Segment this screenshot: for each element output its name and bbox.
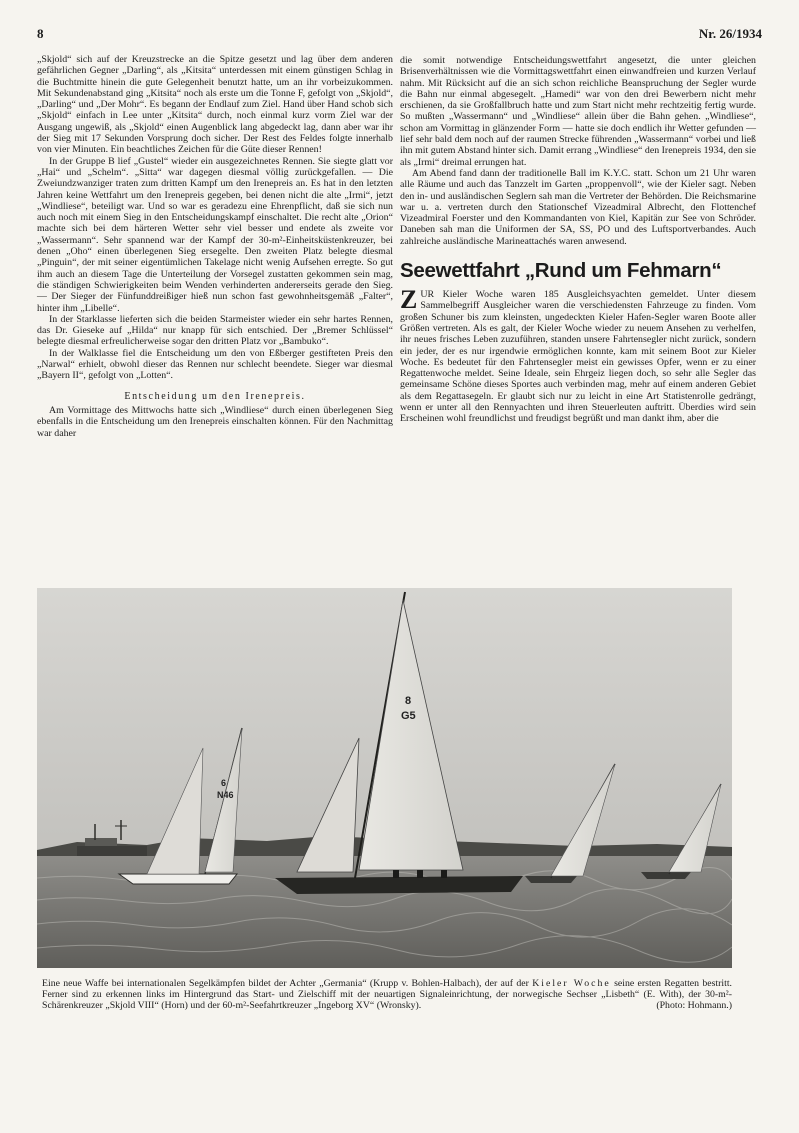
sail-number: 8: [405, 695, 412, 707]
paragraph: Am Abend fand dann der traditionelle Ball im K.Y.C. statt. Schon um 21 Uhr waren alle Räume und auch das Tanzzelt im Garten „proppenvoll“, wie der Kieler sagt. Neben den in- und ausländischen Seglern sah man die Vertreter der Behörden. Die Reichsmarine war u. a. vertreten durch den Stationschef Vizeadmiral Albrecht, den Flottenchef Vizeadmiral Foerster und den Kommandanten von Kiel, Kapitän zur See von Schröder. Daneben sah man die Uniformen der SA, SS, PO und des Luftsportverbandes. Auch zahlreiche ausländische Marineattachés waren anwesend.: [400, 167, 756, 247]
sail-number: G5: [401, 710, 416, 722]
paragraph: die somit notwendige Entscheidungswettfahrt angesetzt, die unter gleichen Brisenverhältnissen wie die Vormittagswettfahrt einen einwandfreien und kurzen Verlauf nahm. Mit Rücksicht auf die an sich schon reichliche Beanspruchung der Segler wurde die Bahn nur einmal abgesegelt. „Hamedi“ war von den drei Bewerbern nicht mehr erschienen, da sie Großfallbruch hatte und zum Start nicht mehr rechtzeitig fertig wurde. So mußten „Wassermann“ und „Windliese“ allein über die Bahn gehen. „Windliese“, schon am Vormittag in glänzender Form — hatte sie doch endlich ihr Wetter gefunden — lief sehr bald dem noch auf der raumen Strecke führenden „Wassermann“ vorbei und ließ ihn mit gutem Abstand hinter sich. Damit errang „Windliese“ den Irenepreis 1934, den sie als „Irmi“ dreimal errungen hat.: [400, 55, 756, 168]
section-subheading: Entscheidung um den Irenepreis.: [124, 390, 306, 402]
sail-number: 6: [221, 778, 227, 788]
photo-credit: (Photo: Hohmann.): [656, 1000, 732, 1012]
page-number: 8: [37, 26, 44, 41]
paragraph: Am Vormittage des Mittwochs hatte sich „Windliese“ durch einen überlegenen Sieg ebenfalls in die Entscheidung um den Irenepreis einschalten können. Für den Nachmittag war daher: [37, 404, 393, 439]
drop-cap: Z: [400, 285, 418, 315]
caption-text: seine ersten Regatten bestritt. Ferner sind zu erkennen links im Hintergrund das Start- und Zielschiff mit der neuartigen Signaleinrichtung, der norwegische Sechser „Lisbeth“ (E. With), der 30-m²-Schärenkreuzer „Skjold VIII“ (Horn) und der 60-m²-Seefahrtkreuzer „Ingeborg XV“ (Wronsky).: [42, 978, 733, 1012]
paragraph: In der Starklasse lieferten sich die beiden Starmeister wieder ein sehr hartes Rennen, das Dr. Gieseke auf „Hilda“ nur knapp für sich entschied. Der „Bremer Schlüssel“ belegte diesmal erfreulicherweise sogar den dritten Platz vor „Bambuko“.: [37, 313, 393, 348]
paragraph: In der Walklasse fiel die Entscheidung um den von Eßberger gestifteten Preis den „Narwal“ erhielt, obwohl dieser das Rennen nur schlecht beendete. Sieger war diesmal „Bayern II“, gefolgt von „Lotten“.: [37, 347, 393, 382]
paragraph: „Skjold“ sich auf der Kreuzstrecke an die Spitze gesetzt und lag über dem anderen gefährlichen Gegner „Darling“, als „Kitsita“ unterdessen mit einem günstigen Schlag in die Buchtmitte hinein die gute Gelegenheit benutzt hatte, um an ihr vorbeizukommen. Mit Sekundenabstand ging „Kitsita“ noch als erste um die Tonne F, gefolgt von „Skjold“, „Darling“ und „Der Mohr“. Es begann der Endlauf zum Ziel. Hand über Hand schob sich „Skjold“ einfach in Lee unter „Kitsita“ durch, noch einmal kurz vorm Ziel war der Ausgang ungewiß, als „Skjold“ einen Augenblick lang abgedeckt lag, dann aber war ihr der Sieg mit 17 Sekunden Vorsprung doch sicher. Der Rest des Feldes folgte innerhalb von vier Minuten. Ein beachtliches Zeichen für die Güte dieser Rennen!: [37, 54, 393, 156]
article-first-paragraph: UR Kieler Woche waren 185 Ausgleichsyachten gemeldet. Unter diesem Sammelbegriff Ausgleicher waren die verschiedensten Fahrzeuge zu finden. Vom großen Schuner bis zum kleinsten, ungedeckten Kieler Hafen-Segler waren Boote aller Größen vertreten. Als es galt, der Kieler Woche wieder zu neuem Ansehen zu verhelfen, ihr neues frisches Leben zuzuführen, standen unsere Fahrtensegler nicht zurück, sondern ein jeder, der es nur irgendwie ermöglichen konnte, kam mit seinem Boot zur Kieler Woche. Es bedeutet für den Fahrtensegler meist ein gewisses Opfer, wenn er zu einer Regattenwoche meldet. Seine Ideale, sein Ehrgeiz liegen doch, so sehr alle Segler das gemeinsame Schöne dieses Sportes auch verbinden mag, mehr auf einem anderen Gebiet als dem Regattasegeln. Er glaubt sich nur zu leicht in eine Art Statistenrolle gedrängt, wenn er unter all den Rennyachten und ihren Steuerleuten auftritt. Überdies wird sein Erscheinen wohl freundlichst und freudigst begrüßt und man dankt ihm, aber die: [400, 289, 756, 425]
photo-caption: [42, 978, 732, 1012]
regatta-photo: [37, 588, 732, 968]
sail-number: N46: [217, 790, 234, 800]
issue-number: Nr. 26/1934: [698, 26, 762, 41]
paragraph: In der Gruppe B lief „Gustel“ wieder ein ausgezeichnetes Rennen. Sie siegte glatt vor „Hai“ und „Schelm“. „Sitta“ war dagegen diesmal völlig zurückgefallen. — Die Zweiundzwanziger traten zum dritten Kampf um den Irenepreis an. Es hat in den letzten Jahren keine Wettfahrt um den Irenepreis gegeben, bei denen nicht die alte „Irmi“, jetzt „Windliese“, beteiligt war. Und so war es geradezu eine Ehrenpflicht, daß sie sich nun auch noch mit einem Sieg in den Entscheidungskampf einschaltet. Die recht alte „Orion“ machte sich bei dem härteren Wetter sehr viel besser und endete als zweite vor „Wassermann“. Sehr spannend war der Kampf der 30-m²-Einheitsküstenkreuzer, bei denen „Oho“ einen überlegenen Sieg ersegelte. Den zweiten Platz belegte diesmal „Pinguin“, der mit seiner eigentümlichen Takelage nicht wenig Aufsehen erregte. So gut ihm auch an diesem Tage die Unterteilung der Vorsegel zustatten gekommen sein mag, die ständigen Schwierigkeiten beim Wenden verhinderten andererseits gerade den Sieg. — Der Sieger der Fünfunddreißiger hieß nun schon fast gewohnheitsgemäß „Falter“, hinter ihm „Libelle“.: [37, 155, 393, 314]
caption-emphasis: Kieler Woche: [532, 978, 611, 989]
right-column: [400, 55, 756, 425]
article-body: [400, 285, 756, 425]
left-column: [37, 54, 393, 439]
article-headline: Seewettfahrt „Rund um Fehmarn“: [400, 259, 722, 283]
caption-text: Eine neue Waffe bei internationalen Segelkämpfen bildet der Achter „Germania“ (Krupp v. Bohlen-Halbach), der auf der: [42, 978, 529, 989]
